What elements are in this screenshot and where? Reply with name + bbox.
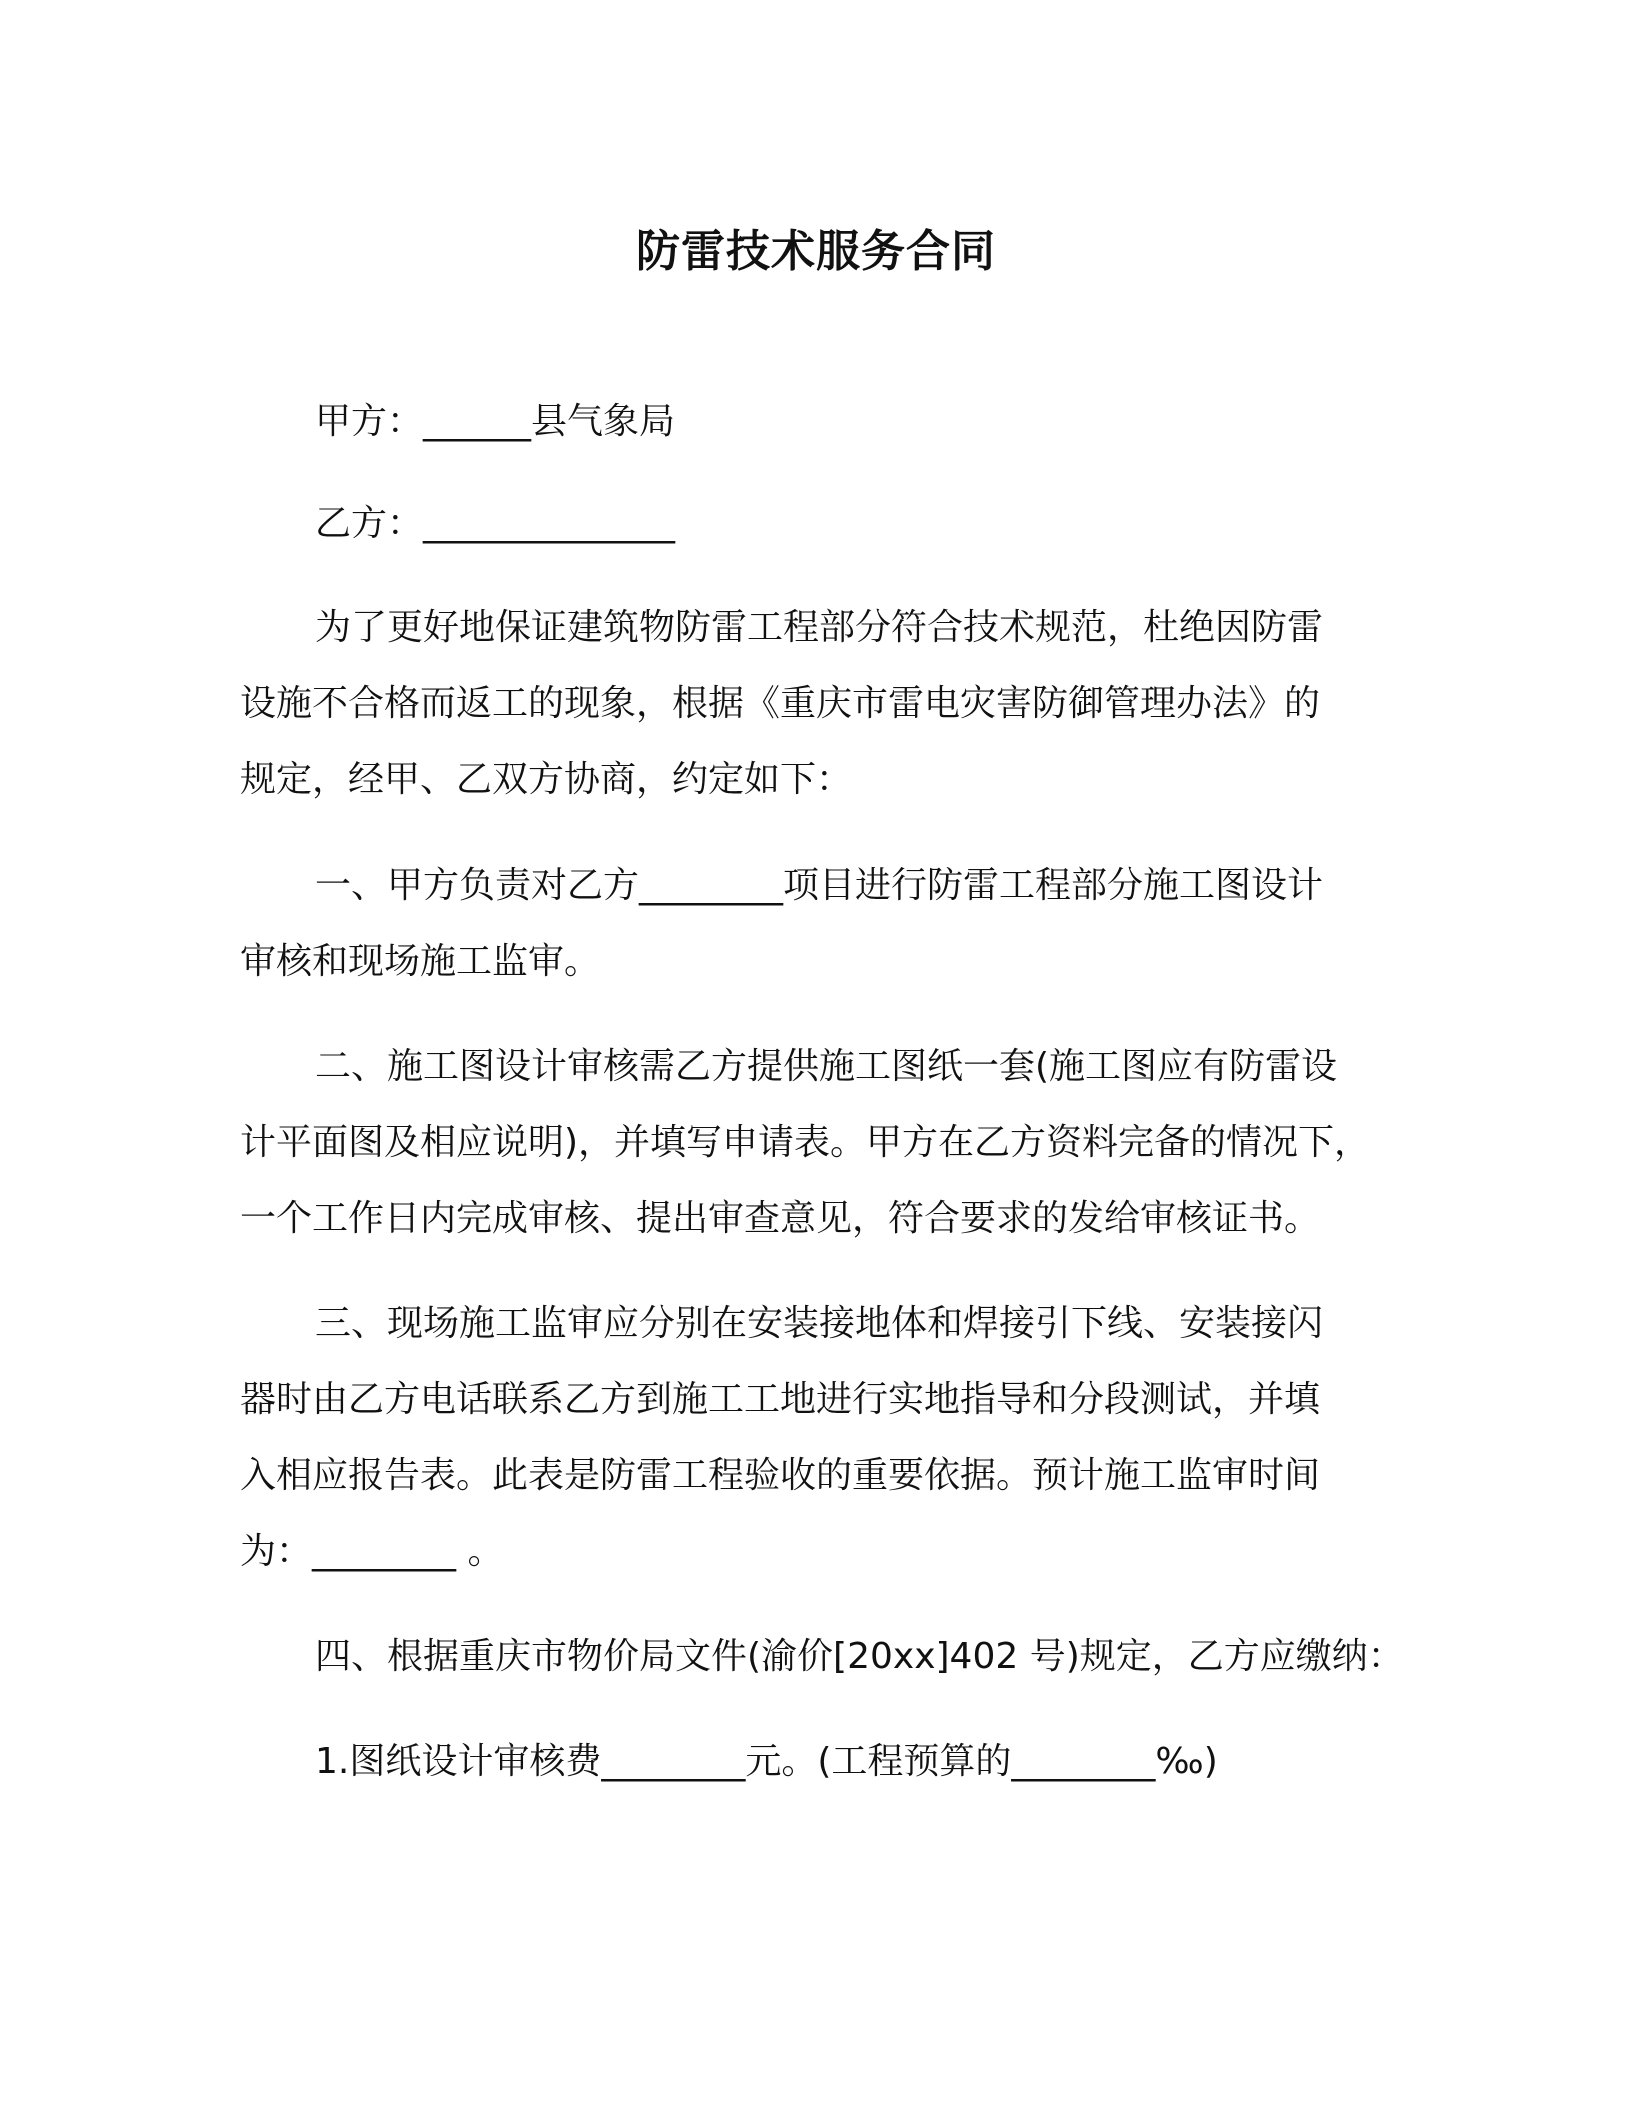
clause-1-line-1: 一、甲方负责对乙方________项目进行防雷工程部分施工图设计 (315, 865, 1324, 906)
party-b-line: 乙方：______________ (315, 503, 676, 544)
clause-2-line-3: 一个工作日内完成审核、提出审查意见，符合要求的发给审核证书。 (240, 1198, 1321, 1239)
clause-2-line-2: 计平面图及相应说明)，并填写申请表。甲方在乙方资料完备的情况下， (240, 1122, 1371, 1163)
document-title: 防雷技术服务合同 (636, 226, 996, 277)
clause-3-line-3: 入相应报告表。此表是防雷工程验收的重要依据。预计施工监审时间 (240, 1455, 1321, 1496)
clause-3-line-2: 器时由乙方电话联系乙方到施工工地进行实地指导和分段测试，并填 (240, 1379, 1321, 1420)
clause-3-line-1: 三、现场施工监审应分别在安装接地体和焊接引下线、安装接闪 (315, 1303, 1324, 1344)
clause-4-line-1: 四、根据重庆市物价局文件(渝价[20xx]402 号)规定，乙方应缴纳： (315, 1636, 1404, 1677)
clause-2-line-1: 二、施工图设计审核需乙方提供施工图纸一套(施工图应有防雷设 (315, 1046, 1338, 1087)
preamble-line-3: 规定，经甲、乙双方协商，约定如下： (240, 759, 853, 800)
party-a-line: 甲方：______县气象局 (315, 401, 676, 442)
clause-3-line-4: 为：________ 。 (240, 1531, 504, 1572)
preamble-line-1: 为了更好地保证建筑物防雷工程部分符合技术规范，杜绝因防雷 (315, 607, 1324, 648)
clause-1-line-2: 审核和现场施工监审。 (240, 941, 601, 982)
preamble-line-2: 设施不合格而返工的现象，根据《重庆市雷电灾害防御管理办法》的 (240, 683, 1321, 724)
fee-item-1: 1.图纸设计审核费________元。(工程预算的________‰) (315, 1741, 1218, 1782)
